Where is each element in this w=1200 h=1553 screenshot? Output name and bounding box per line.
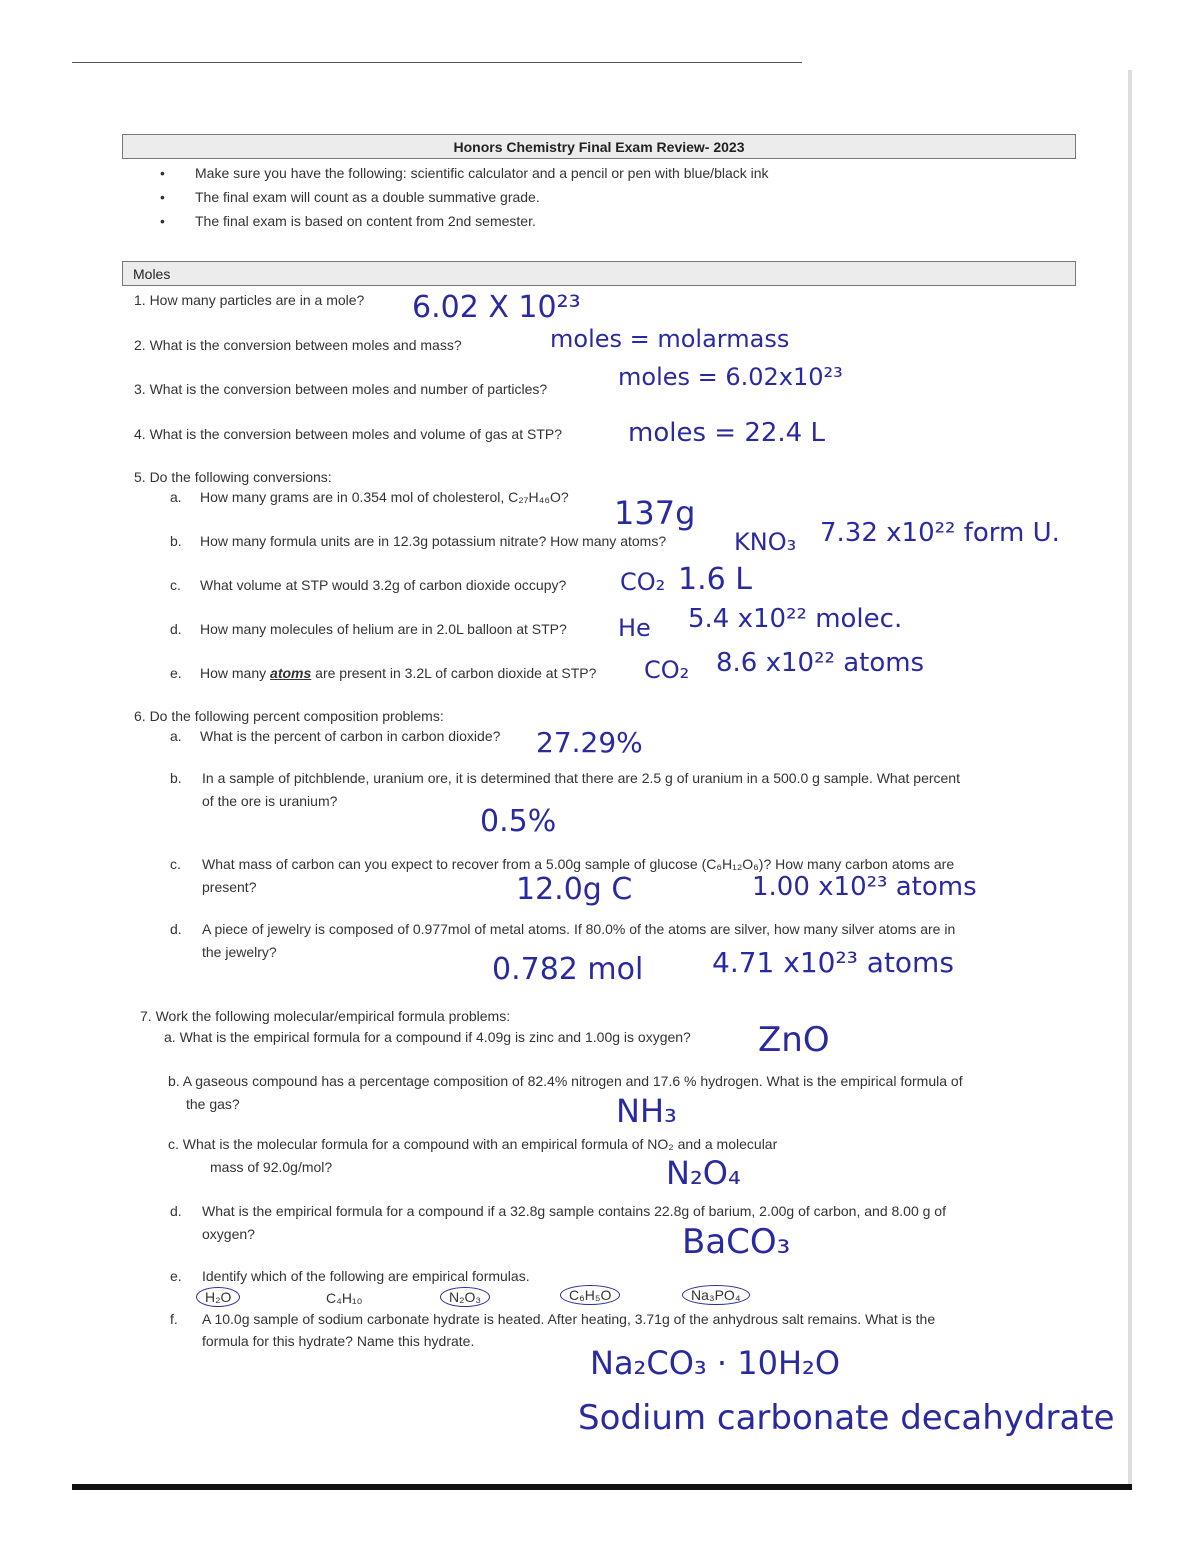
answer-1: 6.02 X 10²³ [412,290,581,325]
q7f-text-1: A 10.0g sample of sodium carbonate hydrate is heated. After heating, 3.71g of the anhydrous salt remains. What is the [202,1311,936,1327]
q5b-label: b. [170,533,182,549]
question-2: 2. What is the conversion between moles and mass? [134,337,462,353]
bullet-2: The final exam will count as a double summative grade. [195,189,540,205]
q7c-text-2: mass of 92.0g/mol? [210,1159,333,1175]
q7e-label: e. [170,1268,182,1284]
formula-na3po4-circled: Na₃PO₄ [682,1285,750,1305]
formula-n2o3-circled: N₂O₃ [440,1287,490,1307]
q5a-answer: 137g [614,494,696,532]
q7e-text: Identify which of the following are empirical formulas. [202,1268,530,1284]
q5b-formula: KNO₃ [734,528,797,556]
q6d-text-1: A piece of jewelry is composed of 0.977mol of metal atoms. If 80.0% of the atoms are silver, how many silver atoms are in [202,921,956,937]
q7c-text-1: c. What is the molecular formula for a compound with an empirical formula of NO₂ and a molecular [168,1136,778,1152]
formula-h2o-circled: H₂O [196,1287,240,1307]
page-top-edge [72,62,802,63]
q5d-answer: 5.4 x10²² molec. [688,604,903,634]
q6a-answer: 27.29% [536,726,643,759]
q6b-label: b. [170,770,182,786]
q5d-label: d. [170,621,182,637]
q5d-formula: He [618,614,651,642]
q7a-answer: ZnO [758,1020,830,1060]
q7b-text-1: b. A gaseous compound has a percentage composition of 82.4% nitrogen and 17.6 % hydrogen. What is the empirical formula of [168,1073,963,1089]
q7f-text-2: formula for this hydrate? Name this hydrate. [202,1333,475,1349]
q5c-label: c. [170,577,181,593]
q7d-text-2: oxygen? [202,1226,255,1242]
q7c-answer: N₂O₄ [666,1154,741,1192]
q6d-label: d. [170,921,182,937]
q6d-answer-atoms: 4.71 x10²³ atoms [712,946,954,979]
q7f-answer-formula: Na₂CO₃ · 10H₂O [590,1344,841,1382]
bullet-dot: • [160,165,165,181]
question-3: 3. What is the conversion between moles and number of particles? [134,381,548,397]
page-right-edge [1128,70,1132,1490]
q6a-text: What is the percent of carbon in carbon dioxide? [200,728,501,744]
q7d-answer: BaCO₃ [682,1222,791,1262]
section-title: Moles [133,266,171,282]
question-5: 5. Do the following conversions: [134,469,332,485]
q7d-text-1: What is the empirical formula for a compound if a 32.8g sample contains 22.8g of barium, 2.00g of carbon, and 8.00 g of [202,1203,946,1219]
q7a-text: a. What is the empirical formula for a compound if 4.09g is zinc and 1.00g is oxygen? [164,1029,691,1045]
formula-c6h5o-circled: C₆H₅O [560,1285,620,1305]
q5b-answer: 7.32 x10²² form U. [820,518,1060,548]
q6c-text-1: What mass of carbon can you expect to recover from a 5.00g sample of glucose (C₆H₁₂O₆)? How many carbon atoms are [202,856,955,872]
q5a-text: How many grams are in 0.354 mol of cholesterol, C₂₇H₄₆O? [200,489,569,505]
q5d-text: How many molecules of helium are in 2.0L balloon at STP? [200,621,567,637]
q6b-answer: 0.5% [480,804,557,839]
q5c-answer: 1.6 L [678,562,752,597]
q6b-text-2: of the ore is uranium? [202,793,338,809]
title-bar [122,134,1076,159]
q6c-answer-atoms: 1.00 x10²³ atoms [752,872,977,902]
q7f-answer-name: Sodium carbonate decahydrate [578,1398,1115,1438]
q7f-label: f. [170,1311,178,1327]
q5c-formula: CO₂ [620,568,666,596]
question-4: 4. What is the conversion between moles and volume of gas at STP? [134,426,563,442]
bullet-dot: • [160,189,165,205]
bullet-3: The final exam is based on content from 2nd semester. [195,213,536,229]
q5c-text: What volume at STP would 3.2g of carbon dioxide occupy? [200,577,567,593]
q6c-answer-mass: 12.0g C [516,872,633,907]
bullet-1: Make sure you have the following: scientific calculator and a pencil or pen with blue/black ink [195,165,769,181]
q6c-text-2: present? [202,879,257,895]
question-7: 7. Work the following molecular/empirical formula problems: [140,1008,511,1024]
q5e-formula: CO₂ [644,656,690,684]
bullet-dot: • [160,213,165,229]
q5e-text [200,665,596,681]
q6b-text-1: In a sample of pitchblende, uranium ore, it is determined that there are 2.5 g of uranium in a 500.0 g sample. What percent [202,770,960,786]
answer-4: moles = 22.4 L [628,418,825,448]
q7d-label: d. [170,1203,182,1219]
q6d-answer-mol: 0.782 mol [492,952,644,987]
q5e-label: e. [170,665,182,681]
formula-c4h10: C₄H₁₀ [326,1290,363,1306]
q6c-label: c. [170,856,181,872]
q5e-text-pre: How many [200,665,271,681]
q5e-answer: 8.6 x10²² atoms [716,648,925,678]
q5e-text-emphasis: atoms [270,665,312,681]
section-bar [122,261,1076,286]
q6d-text-2: the jewelry? [202,944,277,960]
q5e-text-post: are present in 3.2L of carbon dioxide at STP? [311,665,597,681]
q7b-text-2: the gas? [186,1096,240,1112]
q5b-text: How many formula units are in 12.3g potassium nitrate? How many atoms? [200,533,667,549]
page-bottom-edge [72,1484,1132,1490]
answer-3: moles = 6.02x10²³ [618,363,843,391]
answer-2: moles = molarmass [550,325,790,353]
q5a-label: a. [170,489,182,505]
page-title: Honors Chemistry Final Exam Review- 2023 [453,139,745,155]
question-1: 1. How many particles are in a mole? [134,292,365,308]
q7b-answer: NH₃ [616,1092,677,1130]
q6a-label: a. [170,728,182,744]
question-6: 6. Do the following percent composition problems: [134,708,444,724]
